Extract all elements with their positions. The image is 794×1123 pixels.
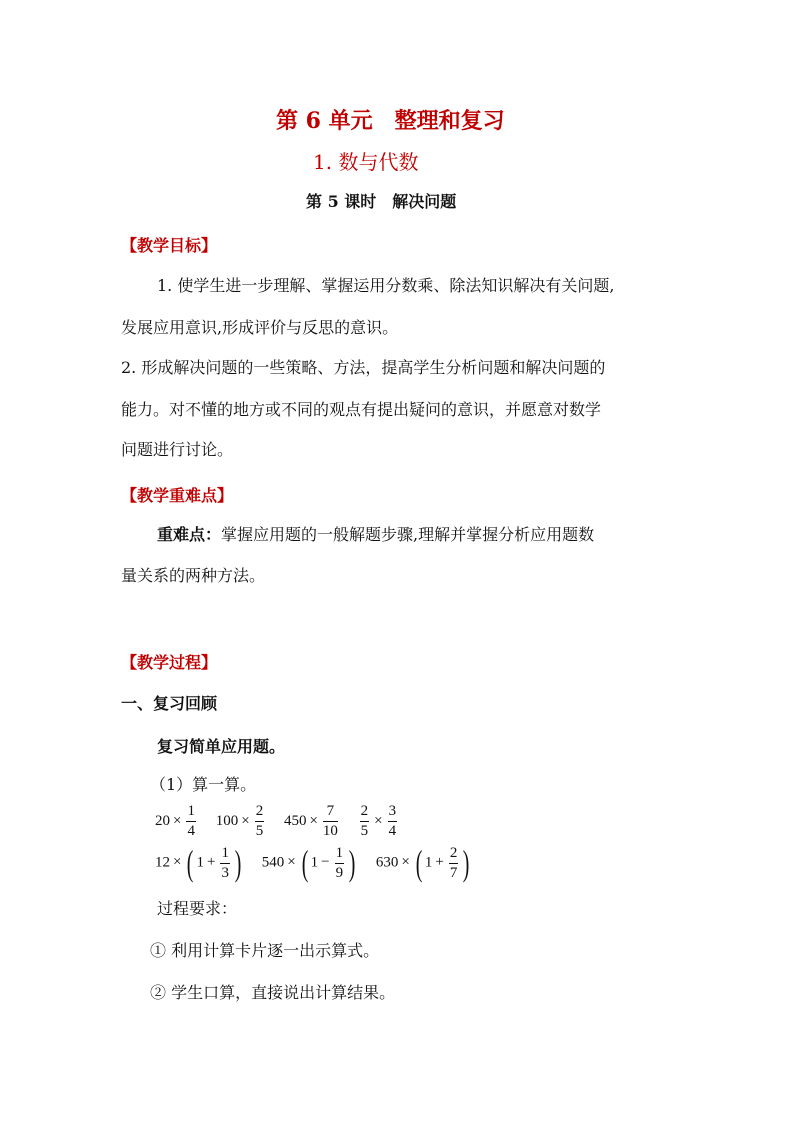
expr-100-times-2-5: 100 × $\frac{2}{5}$ xyxy=(215,803,264,839)
objective-1-line-2: 发展应用意识,形成评价与反思的意识。 xyxy=(121,318,399,337)
unit-subtitle: 1. 数与代数 xyxy=(313,150,419,174)
fraction: $\frac{2}{7}$ xyxy=(449,844,458,881)
section-review: 一、复习回顾 xyxy=(121,694,218,713)
math-row-1 xyxy=(155,804,413,839)
requirement-2: ② 学生口算，直接说出计算结果。 xyxy=(150,983,396,1002)
fraction: $\frac{2}{5}$ xyxy=(255,803,264,839)
expr-12-times-1-plus-1-3: 12 × ( 1 + $\frac{1}{3}$ ) xyxy=(155,843,242,883)
objective-2-line-1: 2. 形成解决问题的一些策略、方法，提高学生分析问题和解决问题的 xyxy=(121,358,606,377)
fraction: $\frac{1}{9}$ xyxy=(335,844,344,881)
expr-450-times-7-10: 450 × $\frac{7}{10}$ xyxy=(283,803,338,839)
lesson-title: 第 5 课时 解决问题 xyxy=(306,192,457,211)
requirements-heading: 过程要求： xyxy=(157,899,238,918)
fraction: $\frac{2}{5}$ xyxy=(360,803,369,839)
objective-2-line-2: 能力。对不懂的地方或不同的观点有提出疑问的意识，并愿意对数学 xyxy=(121,400,602,419)
key-points-line-1 xyxy=(157,525,594,545)
math-row-2 xyxy=(155,845,486,881)
key-points-line-2: 量关系的两种方法。 xyxy=(121,566,266,585)
unit-title: 第 6 单元 整理和复习 xyxy=(276,108,505,134)
item-calculate: （1）算一算。 xyxy=(150,775,257,794)
key-points-text: 掌握应用题的一般解题步骤,理解并掌握分析应用题数 xyxy=(221,525,595,544)
expr-540-times-1-minus-1-9: 540 × ( 1 − $\frac{1}{9}$ ) xyxy=(261,843,356,883)
key-points-label: 重难点： xyxy=(157,525,222,544)
expr-630-times-1-plus-2-7: 630 × ( 1 + $\frac{2}{7}$ ) xyxy=(375,843,470,883)
expr-2-5-times-3-4: $\frac{2}{5}$ × $\frac{3}{4}$ xyxy=(360,803,397,839)
fraction: $\frac{1}{4}$ xyxy=(187,803,195,839)
review-subheading: 复习简单应用题。 xyxy=(157,737,286,756)
fraction: $\frac{7}{10}$ xyxy=(322,803,338,839)
process-heading: 【教学过程】 xyxy=(121,653,218,672)
requirement-1: ① 利用计算卡片逐一出示算式。 xyxy=(150,941,380,960)
key-points-heading: 【教学重难点】 xyxy=(121,486,234,505)
objectives-heading: 【教学目标】 xyxy=(121,236,218,255)
objective-1-line-1: 1. 使学生进一步理解、掌握运用分数乘、除法知识解决有关问题, xyxy=(157,276,615,295)
fraction: $\frac{1}{3}$ xyxy=(221,844,229,881)
objective-2-line-3: 问题进行讨论。 xyxy=(121,440,234,459)
fraction: $\frac{3}{4}$ xyxy=(388,803,397,839)
expr-20-times-1-4: 20 × $\frac{1}{4}$ xyxy=(155,803,195,839)
